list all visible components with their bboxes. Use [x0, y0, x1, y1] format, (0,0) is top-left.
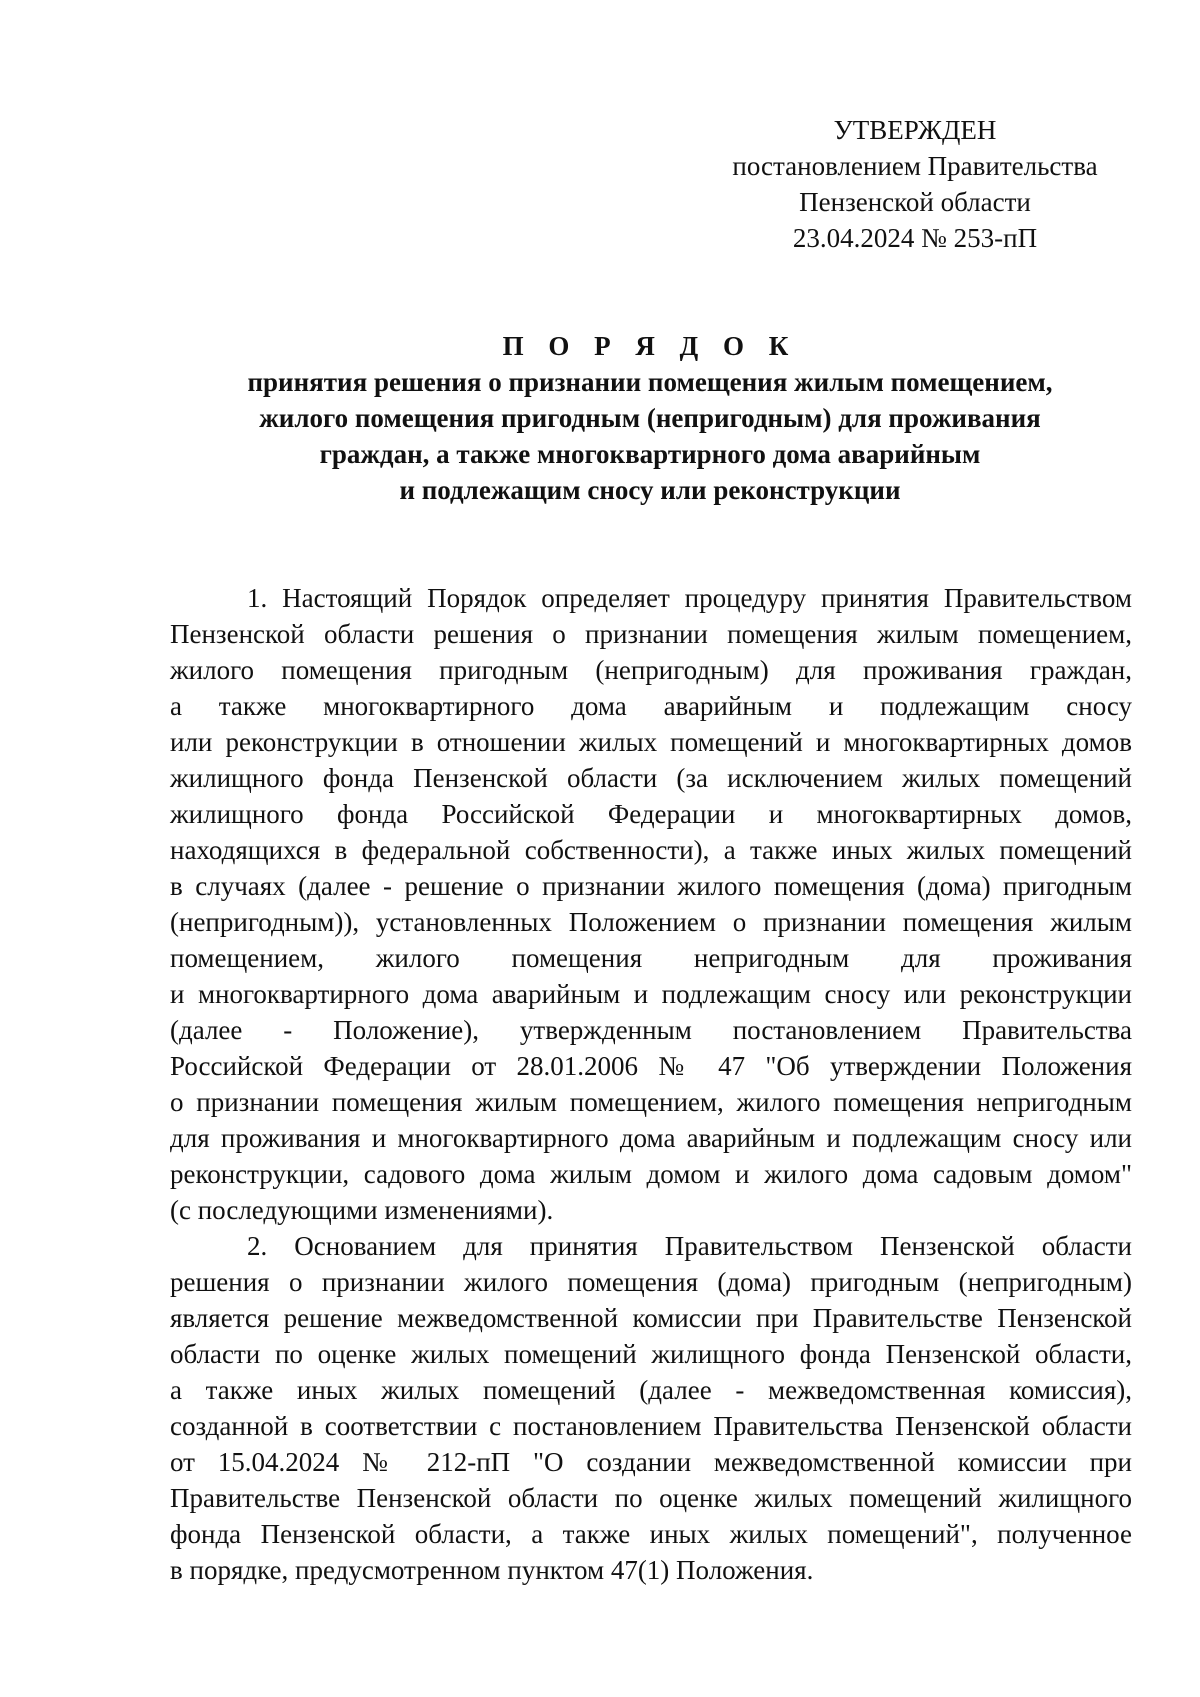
text-line: (непригодным)), установленных Положением о признании помещения жилым	[170, 907, 1132, 937]
text-line: от 15.04.2024 № 212-пП "О создании межведомственной комиссии при	[170, 1447, 1132, 1477]
document-body	[170, 580, 1132, 1588]
text-line: 2. Основанием для принятия Правительством Пензенской области	[247, 1231, 1132, 1261]
approval-date-number: 23.04.2024 № 253-пП	[792, 223, 1038, 253]
text-line: о признании помещения жилым помещением, жилого помещения непригодным	[170, 1087, 1132, 1117]
text-line: для проживания и многоквартирного дома аварийным и подлежащим сносу или	[170, 1123, 1132, 1153]
text-line: (далее - Положение), утвержденным постановлением Правительства	[170, 1015, 1132, 1045]
subtitle-line: и подлежащим сносу или реконструкции	[399, 475, 901, 505]
document-title: П О Р Я Д О К	[502, 331, 798, 361]
approval-status: УТВЕРЖДЕН	[833, 115, 997, 145]
text-line: созданной в соответствии с постановлением Правительства Пензенской области	[170, 1411, 1132, 1441]
text-line: (с последующими изменениями).	[170, 1195, 554, 1225]
text-line: Правительстве Пензенской области по оценке жилых помещений жилищного	[170, 1483, 1132, 1513]
subtitle-line: жилого помещения пригодным (непригодным) для проживания	[259, 403, 1041, 433]
text-line: в случаях (далее - решение о признании жилого помещения (дома) пригодным	[170, 871, 1132, 901]
approval-block	[700, 112, 1130, 256]
text-line: жилого помещения пригодным (непригодным) для проживания граждан,	[170, 655, 1132, 685]
paragraph-2	[170, 1228, 1132, 1588]
paragraph-1	[170, 580, 1132, 1228]
text-line: жилищного фонда Российской Федерации и многоквартирных домов,	[170, 799, 1132, 829]
text-line: или реконструкции в отношении жилых помещений и многоквартирных домов	[170, 727, 1132, 757]
text-line: 1. Настоящий Порядок определяет процедуру принятия Правительством	[247, 583, 1132, 613]
approval-authority: постановлением Правительства	[732, 151, 1098, 181]
text-line: а также многоквартирного дома аварийным и подлежащим сносу	[170, 691, 1132, 721]
text-line: жилищного фонда Пензенской области (за исключением жилых помещений	[170, 763, 1132, 793]
text-line: реконструкции, садового дома жилым домом и жилого дома садовым домом"	[170, 1159, 1132, 1189]
text-line: в порядке, предусмотренном пунктом 47(1) Положения.	[170, 1555, 814, 1585]
text-line: области по оценке жилых помещений жилищного фонда Пензенской области,	[170, 1339, 1132, 1369]
text-line: является решение межведомственной комиссии при Правительстве Пензенской	[170, 1303, 1132, 1333]
text-line: Пензенской области решения о признании помещения жилым помещением,	[170, 619, 1132, 649]
text-line: решения о признании жилого помещения (дома) пригодным (непригодным)	[170, 1267, 1132, 1297]
text-line: находящихся в федеральной собственности), а также иных жилых помещений	[170, 835, 1132, 865]
text-line: и многоквартирного дома аварийным и подлежащим сносу или реконструкции	[170, 979, 1132, 1009]
text-line: Российской Федерации от 28.01.2006 № 47 "Об утверждении Положения	[170, 1051, 1132, 1081]
text-line: а также иных жилых помещений (далее - межведомственная комиссия),	[170, 1375, 1132, 1405]
document-subtitle	[170, 364, 1130, 508]
subtitle-line: граждан, а также многоквартирного дома аварийным	[319, 439, 981, 469]
subtitle-line: принятия решения о признании помещения жилым помещением,	[247, 367, 1053, 397]
approval-region: Пензенской области	[799, 187, 1031, 217]
text-line: помещением, жилого помещения непригодным для проживания	[170, 943, 1132, 973]
text-line: фонда Пензенской области, а также иных жилых помещений", полученное	[170, 1519, 1132, 1549]
